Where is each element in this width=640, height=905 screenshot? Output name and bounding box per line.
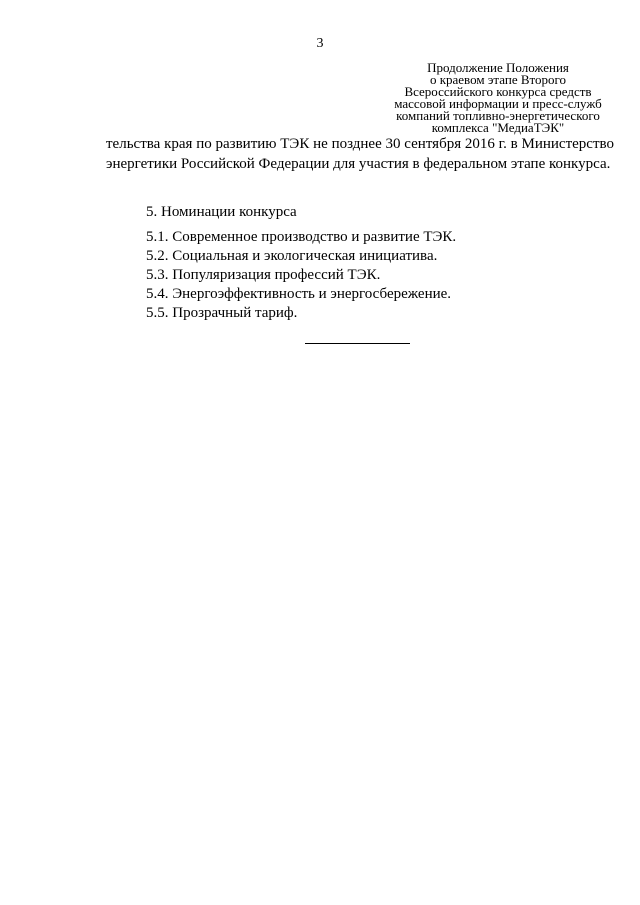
- header-line: комплекса "МедиаТЭК": [431, 120, 565, 135]
- section-nominations: [146, 203, 606, 323]
- list-item: 5.3. Популяризация профессий ТЭК.: [146, 267, 381, 283]
- nominations-list: [146, 228, 606, 323]
- header-line: компаний топливно-энергетического: [396, 108, 600, 123]
- list-item: 5.5. Прозрачный тариф.: [146, 305, 298, 321]
- list-item: 5.2. Социальная и экологическая инициатива.: [146, 248, 438, 264]
- list-item: 5.1. Современное производство и развитие ТЭК.: [146, 229, 457, 245]
- list-item: 5.4. Энергоэффективность и энергосбережение.: [146, 286, 452, 302]
- header-line: Всероссийского конкурса средств: [404, 84, 592, 99]
- end-of-document-rule: [305, 343, 410, 344]
- header-line: Продолжение Положения: [427, 60, 569, 75]
- document-header: [378, 62, 618, 134]
- page-number: 3: [316, 36, 324, 51]
- header-line: массовой информации и пресс-служб: [394, 96, 602, 111]
- section-heading: 5. Номинации конкурса: [146, 204, 297, 220]
- continuation-paragraph: тельства края по развитию ТЭК не позднее 30 сентября 2016 г. в Министерство энергетики Российской Федерации для участия в федеральном этапе конкурса.: [106, 136, 614, 172]
- header-line: о краевом этапе Второго: [429, 72, 567, 87]
